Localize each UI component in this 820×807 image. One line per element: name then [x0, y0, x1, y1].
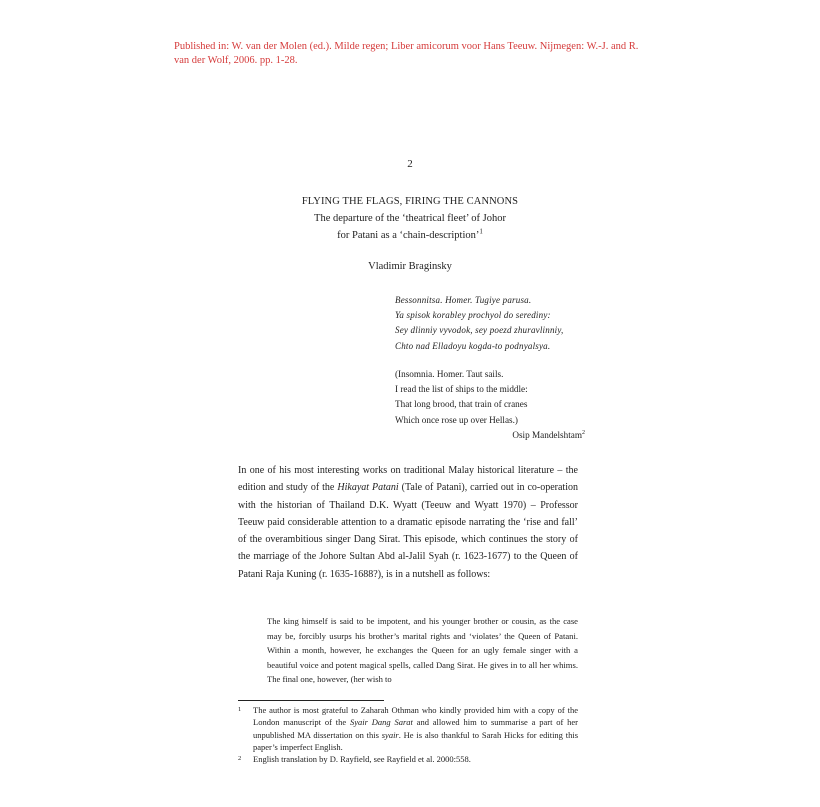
footnote-number: 1	[238, 706, 242, 713]
translation-line: (Insomnia. Homer. Taut sails.	[395, 369, 504, 379]
footnote-item	[238, 704, 578, 753]
translation-line: That long brood, that train of cranes	[395, 399, 528, 410]
page-number: 2	[407, 158, 413, 170]
citation-header: Published in: W. van der Molen (ed.). Milde regen; Liber amicorum voor Hans Teeuw. Nijmegen: W.-J. and R. van der Wolf, 2006. pp. 1-28.	[174, 41, 639, 66]
body-paragraph	[238, 462, 578, 583]
block-quote: The king himself is said to be impotent, and his younger brother or cousin, as the case may be, forcibly usurps his brother’s marital rights and ‘violates’ the Queen of Patani. Within a month, however, he exchanges the Queen for an ugly female singer with a beautiful voice and potent magical spells, called Dang Sirat. He gives in to all her whims. The final one, however, (her wish to	[267, 616, 578, 685]
subtitle-line2-text: for Patani as a ‘chain-description’	[337, 230, 480, 241]
footnote-divider	[238, 700, 384, 701]
body-text-part2: (Tale of Patani), carried out in co-operation with the historian of Thailand D.K. Wyatt (Teeuw and Wyatt 1970) – Professor Teeuw paid considerable attention to a dramatic episode narrating the ‘rise and fall’ of the overambitious singer Dang Sirat. This episode, which continues the story of the marriage of the Johore Sultan Abd al-Jalil Syah (r. 1623-1677) to the Queen of Patani Raja Kuning (r. 1635-1688?), is in a nutshell as follows:	[238, 482, 578, 580]
epigraph-attribution	[395, 428, 585, 443]
footnote-number: 2	[238, 755, 242, 763]
epigraph-line: Sey dlinniy vyvodok, sey poezd zhuravlinniy,	[395, 325, 564, 336]
hikayat-patani-title: Hikayat Patani	[337, 482, 399, 494]
epigraph-translation	[395, 367, 585, 443]
paper-subtitle-line2	[0, 227, 820, 244]
epigraph-line: Chto nad Elladoyu kogda-to podnyalsya.	[395, 340, 551, 351]
footnote-text: English translation by D. Rayfield, see Rayfield et al. 2000:558.	[253, 754, 471, 765]
footnote-item	[238, 753, 578, 765]
paper-subtitle-line1: The departure of the ‘theatrical fleet’ of Johor	[314, 213, 506, 224]
fn1-italic2: syair	[381, 729, 399, 740]
footnote-ref-1: 1	[479, 227, 483, 236]
body-text-part1: In one of his most interesting works on traditional Malay historical literature – the edition and study of the	[238, 465, 578, 494]
footnotes	[238, 704, 578, 765]
footnote-ref-2: 2	[582, 429, 585, 436]
footnote-text	[253, 704, 578, 753]
fn1-italic1: Syair Dang Sarat	[349, 717, 413, 728]
fn1-part1: The author is most grateful to Zaharah Othman who kindly provided him with a copy of the London manuscript of the	[253, 705, 578, 728]
epigraph-line: Ya spisok korabley prochyol do serediny:	[395, 310, 551, 321]
paper-title: FLYING THE FLAGS, FIRING THE CANNONS	[301, 196, 519, 207]
title-block	[0, 193, 820, 244]
translation-line: I read the list of ships to the middle:	[395, 384, 528, 395]
fn1-part3: . He is also thankful to Sarah Hicks for editing this paper’s imperfect English.	[253, 729, 579, 752]
epigraph-line: Bessonnitsa. Homer. Tugiye parusa.	[395, 295, 532, 305]
attribution-name: Osip Mandelshtam	[512, 429, 582, 440]
epigraph-original	[395, 293, 585, 354]
translation-line: Which once rose up over Hellas.)	[395, 414, 518, 425]
fn1-part2: and allowed him to summarise a part of her unpublished MA dissertation on this	[253, 717, 578, 740]
author-name: Vladimir Braginsky	[368, 261, 452, 272]
